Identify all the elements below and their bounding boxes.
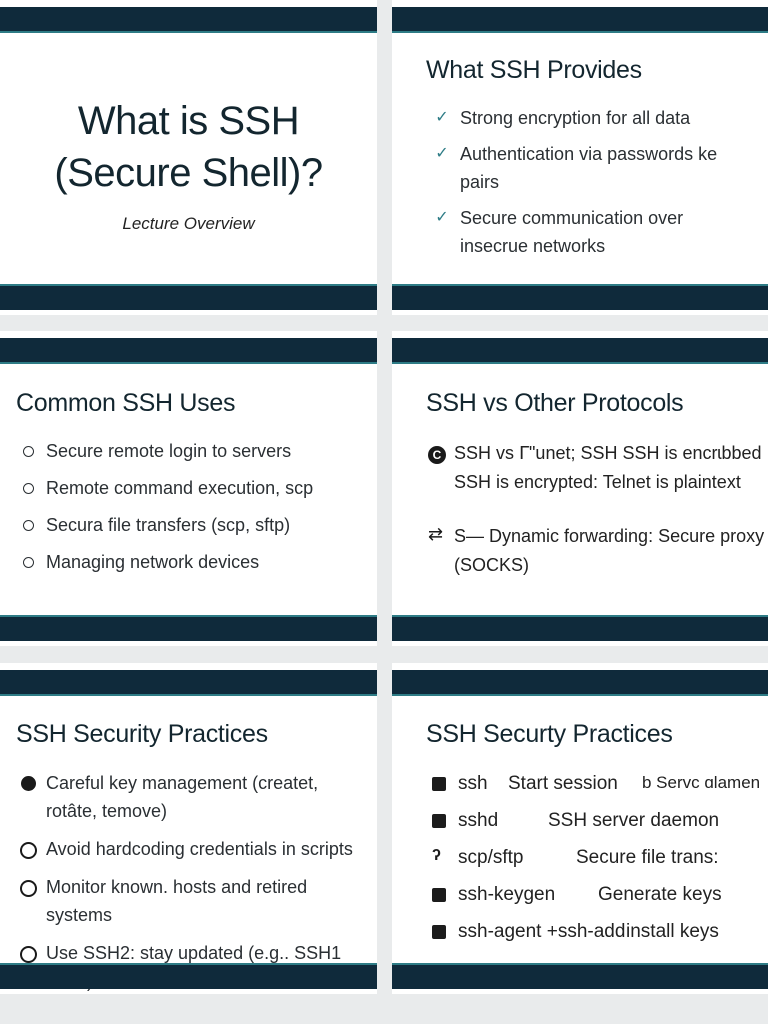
- check-icon: ✓: [435, 209, 449, 226]
- slide-title-heading: [0, 95, 377, 199]
- slide-commands: [392, 663, 768, 994]
- slide-header-band: [392, 338, 768, 364]
- list-item: ✓ Secure communication over insecrue networks: [432, 204, 742, 260]
- terminal-icon: [432, 777, 446, 791]
- slide-footer-band: [0, 284, 377, 310]
- command-name: sshd: [458, 810, 499, 831]
- command-name: ssh-keygen: [458, 884, 556, 905]
- slide-heading: What SSH Provides: [426, 56, 642, 84]
- title-line-1: What is SSH: [77, 99, 300, 143]
- circle-bullet-icon: [23, 520, 34, 531]
- circle-bullet-icon: [20, 880, 37, 897]
- slide-heading: SSH Securty Practices: [426, 720, 673, 748]
- slide-header-band: [0, 670, 377, 696]
- command-row: [432, 773, 768, 797]
- list-item: Careful key management (createt, rotâte, temove): [18, 769, 368, 825]
- server-icon: [432, 814, 446, 828]
- slide-header-band: [392, 7, 768, 33]
- practices-list: [18, 769, 368, 994]
- filled-bullet-icon: [21, 776, 36, 791]
- uses-list: [18, 437, 358, 576]
- slide-footer-band: [392, 615, 768, 641]
- circle-bullet-icon: [20, 946, 37, 963]
- slide-heading: SSH Security Practices: [16, 720, 268, 748]
- protocol-compare-text: SSH vs ᒥ"unet; SSH SSH is encrɩbbed SSH is encrypted: Telnet is plaintext: [454, 443, 762, 492]
- slide-subtitle: Lecture Overview: [122, 214, 255, 233]
- list-item: Use SSH2: stay updated (e.g.. SSH1: [18, 939, 368, 994]
- slide-common-uses: [0, 331, 377, 646]
- command-name: ssh: [458, 773, 488, 794]
- list-item: Secura file transfers (scp, sftp): [18, 511, 358, 539]
- command-name: ssh-agent +ssh-add: [458, 921, 626, 942]
- agent-icon: [432, 925, 446, 939]
- command-name: scp/sftp: [458, 847, 524, 868]
- slide-footer-band: [392, 963, 768, 989]
- slide-heading: SSH vs Other Protocols: [426, 389, 684, 417]
- list-item: ✓ Authentication via passwords ke pairs: [432, 140, 742, 196]
- list-item: Remote command execution, scp: [18, 474, 358, 502]
- slide-footer-band: [0, 615, 377, 641]
- slide-what-ssh-provides: [392, 0, 768, 315]
- circle-bullet-icon: [23, 483, 34, 494]
- slide-security-practices: [0, 663, 377, 994]
- circle-bullet-icon: [23, 446, 34, 457]
- command-desc: SSH server daemon: [548, 810, 720, 831]
- circle-bullet-icon: [20, 842, 37, 859]
- command-desc: install keys: [626, 921, 719, 942]
- command-row: [432, 847, 768, 871]
- slide-header-band: [0, 338, 377, 364]
- forwarding-icon: ⇄: [428, 524, 444, 544]
- key-icon: [432, 888, 446, 902]
- slide-header-band: [392, 670, 768, 696]
- command-row: [432, 810, 768, 834]
- slide-footer-band: [392, 284, 768, 310]
- provides-list: [432, 104, 742, 260]
- list-item: ✓ Strong encryption for all data: [432, 104, 742, 132]
- command-extra: b Servc ɑlamen: [642, 773, 761, 792]
- title-line-2: (Secure Shell)?: [54, 151, 323, 195]
- check-icon: ✓: [435, 109, 449, 126]
- slide-heading: Common SSH Uses: [16, 389, 236, 417]
- slide-title: [0, 0, 377, 315]
- command-desc: Secure file trans:: [576, 847, 719, 868]
- slide-footer-band: [0, 963, 377, 989]
- command-desc: Generate keys: [598, 884, 722, 905]
- check-icon: ✓: [435, 145, 449, 162]
- command-row: [432, 921, 768, 945]
- command-desc: Start session: [508, 773, 618, 794]
- list-item: Avoid hardcoding credentials in scripts: [18, 835, 368, 863]
- forwarding-text: S— Dynamic forwarding: Secure proxy (SOCKS): [454, 526, 765, 575]
- slide-vs-protocols: [392, 331, 768, 646]
- list-item: Monitor known. hosts and retired systems: [18, 873, 368, 929]
- circle-bullet-icon: [23, 557, 34, 568]
- list-item: Managing network devices: [18, 548, 358, 576]
- list-item: Secure remote login to servers: [18, 437, 358, 465]
- transfer-icon: ʔ: [432, 847, 441, 864]
- slide-header-band: [0, 7, 377, 33]
- compare-icon: C: [428, 446, 446, 464]
- command-row: [432, 884, 768, 908]
